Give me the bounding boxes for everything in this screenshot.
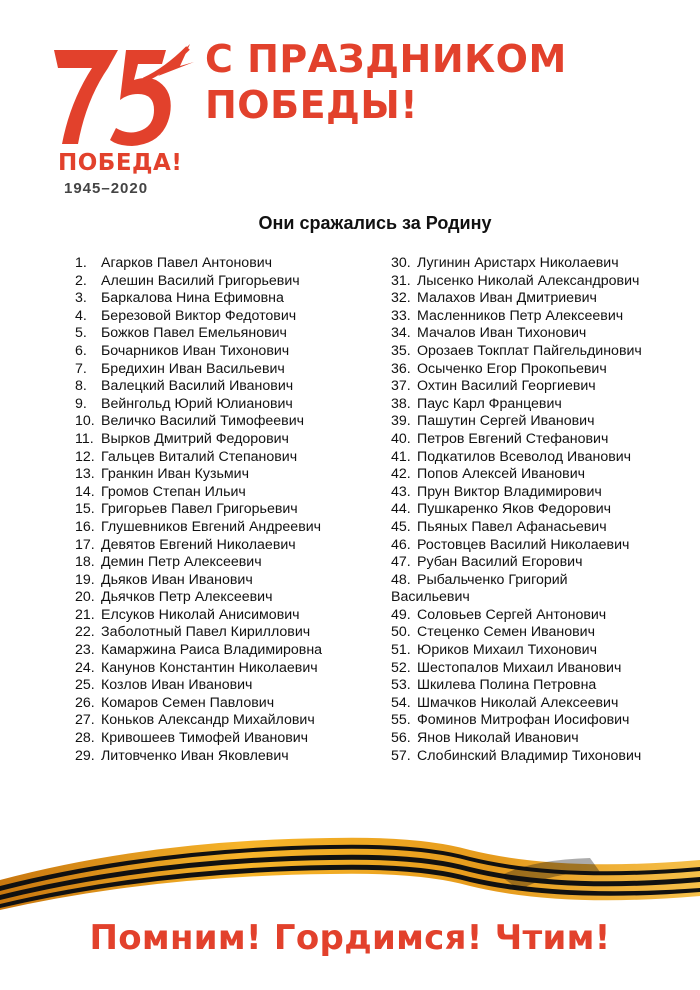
- list-item-number: 29.: [75, 747, 95, 764]
- list-item: [391, 519, 681, 537]
- list-item: [75, 589, 390, 607]
- list-item: [75, 607, 390, 625]
- list-item: [75, 255, 390, 273]
- list-item: [391, 361, 681, 379]
- list-item: [75, 572, 390, 590]
- list-item-name: Пашутин Сергей Иванович: [417, 413, 595, 430]
- list-item-number: 9.: [75, 395, 87, 412]
- list-item-number: 19.: [75, 571, 95, 588]
- logo-victory-word: ПОБЕДА!: [58, 150, 183, 176]
- list-item: [391, 624, 681, 642]
- list-item: [75, 519, 390, 537]
- list-item: [75, 537, 390, 555]
- list-item-name: Камаржина Раиса Владимировна: [101, 642, 323, 659]
- list-item-name: Попов Алексей Иванович: [417, 466, 586, 483]
- list-item-number: 1.: [75, 255, 87, 271]
- list-item-number: 10.: [75, 413, 95, 430]
- list-item-name: Шестопалов Михаил Иванович: [417, 659, 622, 676]
- list-item-name: Шкилева Полина Петровна: [417, 677, 597, 694]
- list-item-name: Заболотный Павел Кириллович: [101, 624, 311, 641]
- list-item-name: Слобинский Владимир Тихонович: [417, 747, 642, 764]
- list-item-name: Величко Василий Тимофеевич: [101, 413, 305, 430]
- list-item-number: 14.: [75, 483, 95, 500]
- names-left-column: [75, 255, 390, 765]
- list-item: [391, 554, 681, 572]
- st-george-ribbon-graphic: [0, 810, 700, 910]
- list-title: Они сражались за Родину: [258, 213, 492, 233]
- list-item-number: 12.: [75, 448, 95, 465]
- list-item-name: Паус Карл Францевич: [417, 395, 562, 412]
- list-item-name: Гранкин Иван Кузьмич: [101, 466, 249, 483]
- list-item-name: Демин Петр Алексеевич: [101, 554, 262, 571]
- list-item-number: 39.: [391, 413, 411, 430]
- list-item: [391, 378, 681, 396]
- list-item-number: 46.: [391, 536, 411, 553]
- list-item: [75, 378, 390, 396]
- list-item-number: 21.: [75, 606, 95, 623]
- list-item-name: Глушевников Евгений Андреевич: [101, 518, 322, 535]
- list-item-name: Осыченко Егор Прокопьевич: [417, 360, 607, 377]
- list-item-number: 47.: [391, 554, 411, 571]
- list-item-number: 15.: [75, 501, 95, 518]
- list-item-number: 41.: [391, 448, 411, 465]
- list-item: [75, 748, 390, 766]
- list-item-name: Березовой Виктор Федотович: [101, 307, 297, 324]
- list-item-number: 42.: [391, 466, 411, 483]
- list-item: [391, 572, 681, 590]
- list-item-name: Алешин Василий Григорьевич: [101, 272, 300, 289]
- list-item: [75, 642, 390, 660]
- list-item-number: 7.: [75, 360, 87, 377]
- list-item: [75, 273, 390, 291]
- list-item-name: Канунов Константин Николаевич: [101, 659, 318, 676]
- list-item: [391, 501, 681, 519]
- list-item: [75, 449, 390, 467]
- list-item-number: 5.: [75, 325, 87, 342]
- list-item-number: 13.: [75, 466, 95, 483]
- list-item-name: Фоминов Митрофан Иосифович: [417, 712, 630, 729]
- list-item-name: Бочарников Иван Тихонович: [101, 342, 290, 359]
- list-item-number: 52.: [391, 659, 411, 676]
- list-item-name: Подкатилов Всеволод Иванович: [417, 448, 632, 465]
- list-item: [75, 431, 390, 449]
- list-item-number: 8.: [75, 378, 87, 395]
- list-item-number: 40.: [391, 430, 411, 447]
- list-item: [75, 343, 390, 361]
- list-item: [75, 396, 390, 414]
- list-item-name: Юриков Михаил Тихонович: [417, 642, 597, 659]
- list-item-number: 51.: [391, 642, 411, 659]
- list-item: [391, 730, 681, 748]
- list-item-name: Бредихин Иван Васильевич: [101, 360, 285, 377]
- list-item-number: 38.: [391, 395, 411, 412]
- list-item-number: 27.: [75, 712, 95, 729]
- list-item: [75, 677, 390, 695]
- list-item-number: 23.: [75, 642, 95, 659]
- list-item: [75, 308, 390, 326]
- list-item-number: 11.: [75, 430, 94, 447]
- list-item: [391, 325, 681, 343]
- list-item-name: Коньков Александр Михайлович: [101, 712, 315, 729]
- list-item-number: 53.: [391, 677, 411, 694]
- list-item-number: 30.: [391, 255, 411, 271]
- list-item-number: 3.: [75, 290, 87, 307]
- list-item-name: Баркалова Нина Ефимовна: [101, 290, 284, 307]
- list-item-name: Петров Евгений Стефанович: [417, 430, 609, 447]
- list-item: [391, 695, 681, 713]
- names-right-column: [391, 255, 681, 765]
- list-item: [75, 501, 390, 519]
- list-item-name: Васильевич: [391, 589, 470, 606]
- headline-line-1: С ПРАЗДНИКОМ: [205, 37, 567, 81]
- list-item: [391, 466, 681, 484]
- list-item: [75, 695, 390, 713]
- number-75-emblem: [48, 40, 198, 150]
- logo-years: 1945–2020: [64, 180, 149, 197]
- list-item-name: Вейнгольд Юрий Юлианович: [101, 395, 293, 412]
- list-item-number: 4.: [75, 307, 87, 324]
- list-item: [391, 660, 681, 678]
- list-item-number: 48.: [391, 571, 411, 588]
- list-item: [75, 413, 390, 431]
- list-item-name: Кривошеев Тимофей Иванович: [101, 730, 309, 747]
- list-item: [75, 712, 390, 730]
- list-item-name: Агарков Павел Антонович: [101, 255, 273, 271]
- list-item-name: Ростовцев Василий Николаевич: [417, 536, 630, 553]
- list-item-name: Стеценко Семен Иванович: [417, 624, 595, 641]
- list-item: [75, 730, 390, 748]
- list-item-number: 31.: [391, 272, 411, 289]
- list-item-number: 32.: [391, 290, 411, 307]
- list-item-name: Рыбальченко Григорий: [417, 571, 568, 588]
- list-item-number: 56.: [391, 730, 411, 747]
- list-item-number: 57.: [391, 747, 411, 764]
- list-item-name: Мачалов Иван Тихонович: [417, 325, 587, 342]
- list-item-name: Григорьев Павел Григорьевич: [101, 501, 298, 518]
- list-item-name: Шмачков Николай Алексеевич: [417, 694, 619, 711]
- list-item-name: Елсуков Николай Анисимович: [101, 606, 300, 623]
- list-item-name: Лысенко Николай Александрович: [417, 272, 640, 289]
- list-item-name: Рубан Василий Егорович: [417, 554, 583, 571]
- victory-75-logo: [48, 40, 198, 200]
- list-item: [75, 361, 390, 379]
- list-item-number: 2.: [75, 272, 87, 289]
- list-item-number: 44.: [391, 501, 411, 518]
- list-item-number: 20.: [75, 589, 95, 606]
- headline: [205, 36, 567, 128]
- list-item-name: Божков Павел Емельянович: [101, 325, 287, 342]
- list-item-number: 16.: [75, 518, 95, 535]
- list-item-name: Девятов Евгений Николаевич: [101, 536, 296, 553]
- list-item-name: Прун Виктор Владимирович: [417, 483, 602, 500]
- list-item: [391, 677, 681, 695]
- list-item-name: Янов Николай Иванович: [417, 730, 579, 747]
- list-item-name: Малахов Иван Дмитриевич: [417, 290, 597, 307]
- list-item-number: 26.: [75, 694, 95, 711]
- list-item: [391, 642, 681, 660]
- list-item-name: Дьяков Иван Иванович: [101, 571, 253, 588]
- list-item: [391, 484, 681, 502]
- list-item-number: 25.: [75, 677, 95, 694]
- list-item-name: Козлов Иван Иванович: [101, 677, 253, 694]
- headline-line-2: ПОБЕДЫ!: [205, 83, 419, 127]
- list-item: [391, 748, 681, 766]
- list-item-number: 33.: [391, 307, 411, 324]
- list-item: [75, 554, 390, 572]
- list-item-name: Масленников Петр Алексеевич: [417, 307, 624, 324]
- list-item: [75, 290, 390, 308]
- list-item-number: 49.: [391, 606, 411, 623]
- list-item-name: Гальцев Виталий Степанович: [101, 448, 298, 465]
- list-item-name: Литовченко Иван Яковлевич: [101, 747, 289, 764]
- list-item-number: 36.: [391, 360, 411, 377]
- list-item: [391, 413, 681, 431]
- list-item-number: 45.: [391, 518, 411, 535]
- list-item: [391, 712, 681, 730]
- list-item-name: Вырков Дмитрий Федорович: [101, 430, 289, 447]
- list-item: [75, 624, 390, 642]
- list-item: [391, 308, 681, 326]
- list-item: [75, 325, 390, 343]
- list-item-name: Охтин Василий Георгиевич: [417, 378, 596, 395]
- motto: Помним! Гордимся! Чтим!: [89, 918, 611, 958]
- list-item-name: Комаров Семен Павлович: [101, 694, 275, 711]
- list-item-name: Громов Степан Ильич: [101, 483, 246, 500]
- list-item: [391, 431, 681, 449]
- list-item-number: 28.: [75, 730, 95, 747]
- list-item-number: 37.: [391, 378, 411, 395]
- list-item-number: 6.: [75, 342, 87, 359]
- list-item: [391, 343, 681, 361]
- list-item: [75, 466, 390, 484]
- list-item: [391, 255, 681, 273]
- list-item-number: 43.: [391, 483, 411, 500]
- list-item: [391, 273, 681, 291]
- list-item: [391, 396, 681, 414]
- list-item: [391, 290, 681, 308]
- list-item-number: 34.: [391, 325, 411, 342]
- list-item-name: Пушкаренко Яков Федорович: [417, 501, 612, 518]
- list-item-number: 24.: [75, 659, 95, 676]
- list-item-name: Соловьев Сергей Антонович: [417, 606, 607, 623]
- list-item-name: Лугинин Аристарх Николаевич: [417, 255, 619, 271]
- list-item-name: Орозаев Токплат Пайгельдинович: [417, 342, 642, 359]
- list-item: [391, 607, 681, 625]
- list-item-number: 18.: [75, 554, 95, 571]
- list-item-name: Валецкий Василий Иванович: [101, 378, 294, 395]
- list-item-name: Дьячков Петр Алексеевич: [101, 589, 273, 606]
- list-item-number: 17.: [75, 536, 95, 553]
- list-item: [391, 589, 681, 607]
- list-item-name: Пьяных Павел Афанасьевич: [417, 518, 607, 535]
- list-item-number: 50.: [391, 624, 411, 641]
- list-item-number: 54.: [391, 694, 411, 711]
- list-item: [391, 537, 681, 555]
- list-item: [75, 484, 390, 502]
- list-item: [391, 449, 681, 467]
- list-item: [75, 660, 390, 678]
- list-item-number: 35.: [391, 342, 411, 359]
- list-item-number: 22.: [75, 624, 95, 641]
- list-item-number: 55.: [391, 712, 411, 729]
